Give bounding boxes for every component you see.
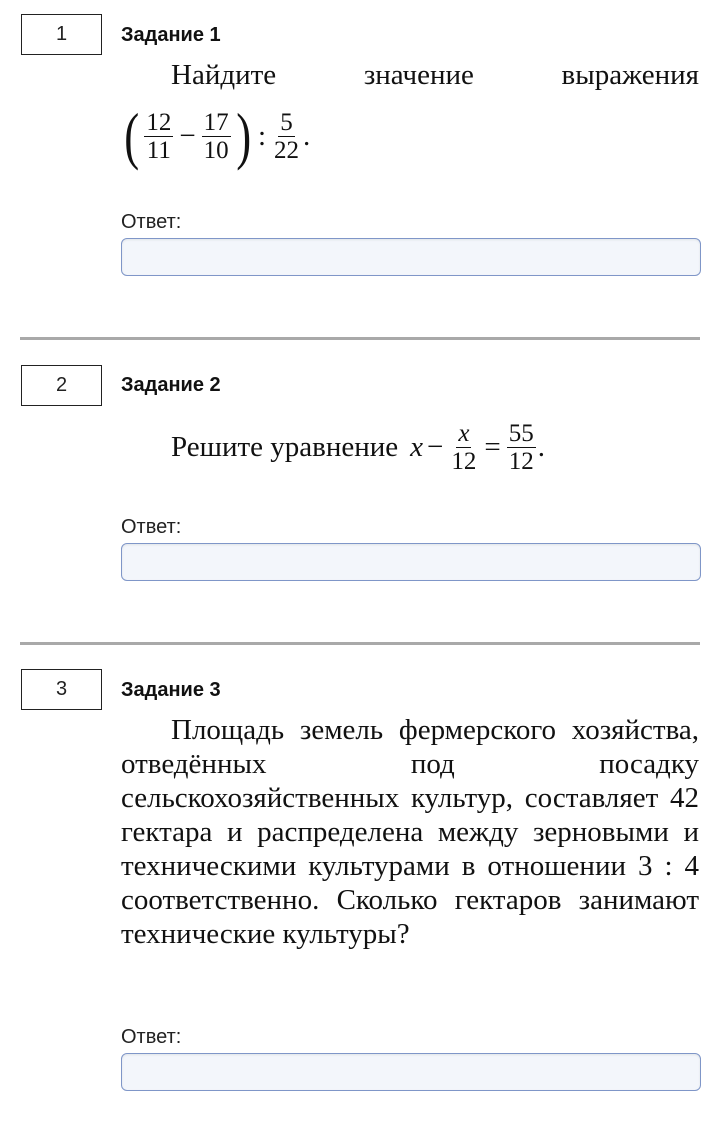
numerator: 5 (280, 108, 293, 136)
left-paren: ( (124, 100, 140, 171)
task-intro-line (121, 58, 699, 92)
numerator: x (458, 419, 470, 447)
minus-sign: − (427, 430, 444, 463)
denominator: 11 (146, 136, 171, 164)
task-number: 3 (55, 678, 68, 700)
answer-input[interactable] (121, 238, 701, 276)
intro-word: значение (363, 59, 474, 91)
answer-input[interactable] (121, 543, 701, 581)
task-title: Задание 2 (121, 374, 221, 396)
task-title: Задание 1 (121, 24, 221, 46)
equation-line (171, 415, 545, 479)
fraction (272, 109, 301, 164)
task-text: Площадь земель фермерского хозяйства, отведённых под посадку сельскохозяйственных культур, составляет 42 гектара и распределена между зерновыми и техническими культурами в отношении 3 : 4 соответственно. Сколько гектаров занимают технические культуры? (121, 714, 699, 950)
answer-label: Ответ: (121, 1026, 182, 1048)
task-number-box (21, 14, 102, 55)
divider (20, 642, 700, 645)
answer-input[interactable] (121, 1053, 701, 1091)
numerator: 17 (203, 108, 229, 136)
answer-label: Ответ: (121, 211, 182, 233)
period: . (537, 430, 545, 463)
denominator: 12 (451, 447, 477, 475)
answer-label: Ответ: (121, 516, 182, 538)
period: . (303, 119, 311, 152)
task-number-box (21, 365, 102, 406)
denominator: 10 (203, 136, 229, 164)
divide-sign: : (257, 119, 267, 152)
fraction (449, 420, 478, 475)
right-paren: ) (235, 100, 251, 171)
fraction (202, 109, 231, 164)
variable-x: x (410, 430, 424, 463)
numerator: 55 (508, 419, 534, 447)
fraction (507, 420, 536, 475)
task-number: 2 (55, 374, 68, 396)
equals-sign: = (484, 430, 501, 463)
task-title: Задание 3 (121, 679, 221, 701)
denominator: 22 (274, 136, 300, 164)
minus-sign: − (179, 119, 196, 152)
task-number-box (21, 669, 102, 710)
math-expression (121, 100, 311, 171)
numerator: 12 (146, 108, 172, 136)
fraction (144, 109, 173, 164)
denominator: 12 (508, 447, 534, 475)
intro-word: выражения (561, 59, 699, 91)
divider (20, 337, 700, 340)
task-number: 1 (55, 23, 68, 45)
intro-word: Найдите (171, 59, 277, 91)
task-prefix: Решите уравнение (171, 430, 399, 463)
